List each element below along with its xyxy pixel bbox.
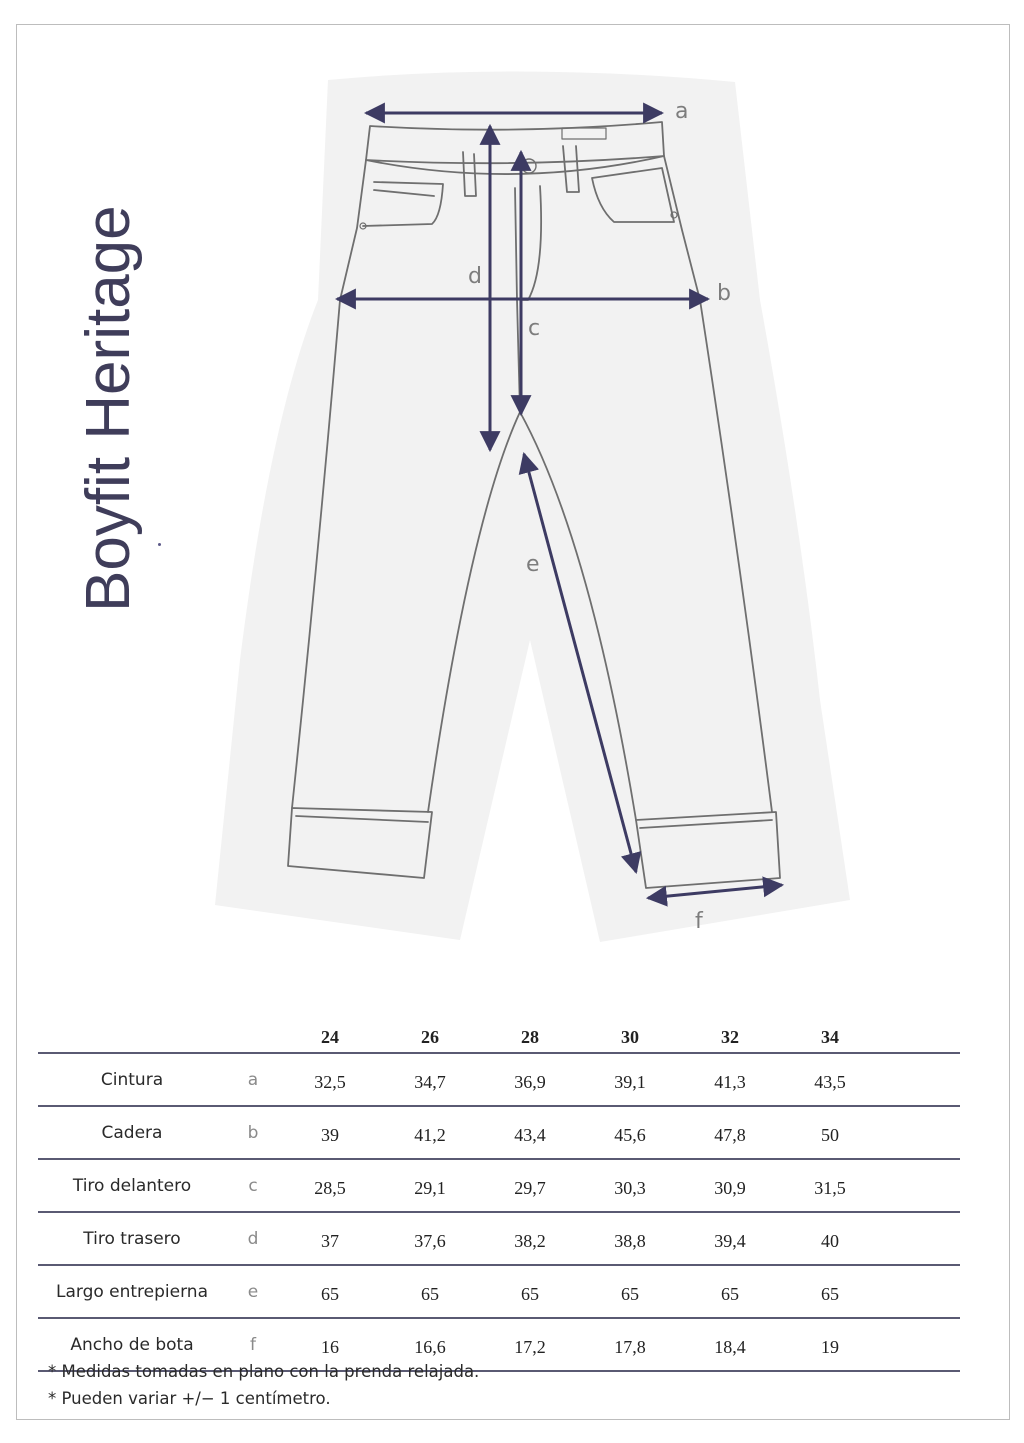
- footnotes: [48, 1358, 479, 1412]
- measure-value: 29,1: [380, 1159, 480, 1212]
- measure-value: 65: [480, 1265, 580, 1318]
- measure-value: 41,3: [680, 1053, 780, 1106]
- measure-value: 16,6: [380, 1318, 480, 1371]
- size-header: 32: [680, 1016, 780, 1053]
- footnote: * Medidas tomadas en plano con la prenda relajada.: [48, 1362, 480, 1381]
- measure-value: 65: [280, 1265, 380, 1318]
- measure-name: Tiro delantero: [38, 1159, 226, 1212]
- size-header: 34: [780, 1016, 880, 1053]
- measure-value: 37,6: [380, 1212, 480, 1265]
- measure-value: 40: [780, 1212, 880, 1265]
- product-title: Boyfit Heritage: [74, 205, 143, 612]
- measure-value: 47,8: [680, 1106, 780, 1159]
- background-blob: [215, 71, 850, 942]
- measure-name: Cintura: [38, 1053, 226, 1106]
- size-header: 28: [480, 1016, 580, 1053]
- measure-value: 19: [780, 1318, 880, 1371]
- measure-letter: d: [226, 1212, 280, 1265]
- measure-letter: b: [226, 1106, 280, 1159]
- measure-value: 43,4: [480, 1106, 580, 1159]
- measure-value: 45,6: [580, 1106, 680, 1159]
- measure-value: 32,5: [280, 1053, 380, 1106]
- label-c: c: [528, 316, 541, 341]
- measure-letter: c: [226, 1159, 280, 1212]
- measure-value: 17,2: [480, 1318, 580, 1371]
- table-row: [38, 1212, 960, 1265]
- measure-value: 34,7: [380, 1053, 480, 1106]
- table-row: [38, 1159, 960, 1212]
- size-header: 24: [280, 1016, 380, 1053]
- measure-value: 41,2: [380, 1106, 480, 1159]
- measure-value: 31,5: [780, 1159, 880, 1212]
- measure-value: 30,3: [580, 1159, 680, 1212]
- measure-value: 16: [280, 1318, 380, 1371]
- size-header: 30: [580, 1016, 680, 1053]
- label-e: e: [526, 552, 540, 577]
- measure-value: 17,8: [580, 1318, 680, 1371]
- table-row: [38, 1053, 960, 1106]
- label-a: a: [675, 99, 689, 124]
- measure-value: 36,9: [480, 1053, 580, 1106]
- measure-letter: a: [226, 1053, 280, 1106]
- footnote: * Pueden variar +/− 1 centímetro.: [48, 1389, 331, 1408]
- measure-value: 65: [780, 1265, 880, 1318]
- measure-value: 39: [280, 1106, 380, 1159]
- table-row: [38, 1106, 960, 1159]
- size-table: [38, 1016, 960, 1372]
- measure-value: 38,2: [480, 1212, 580, 1265]
- measure-value: 38,8: [580, 1212, 680, 1265]
- measure-value: 30,9: [680, 1159, 780, 1212]
- measure-value: 65: [580, 1265, 680, 1318]
- measure-value: 18,4: [680, 1318, 780, 1371]
- measure-name: Largo entrepierna: [38, 1265, 226, 1318]
- label-f: f: [695, 909, 703, 934]
- size-header-row: [38, 1016, 960, 1053]
- measure-value: 65: [680, 1265, 780, 1318]
- measure-value: 37: [280, 1212, 380, 1265]
- measure-value: 39,1: [580, 1053, 680, 1106]
- measure-letter: e: [226, 1265, 280, 1318]
- measure-value: 39,4: [680, 1212, 780, 1265]
- measure-value: 43,5: [780, 1053, 880, 1106]
- measure-name: Cadera: [38, 1106, 226, 1159]
- measure-value: 65: [380, 1265, 480, 1318]
- measure-name: Ancho de bota: [38, 1318, 226, 1371]
- measure-value: 29,7: [480, 1159, 580, 1212]
- label-b: b: [717, 281, 731, 306]
- measure-letter: f: [226, 1318, 280, 1371]
- measure-value: 28,5: [280, 1159, 380, 1212]
- measure-name: Tiro trasero: [38, 1212, 226, 1265]
- measure-value: 50: [780, 1106, 880, 1159]
- label-d: d: [468, 264, 482, 289]
- size-header: 26: [380, 1016, 480, 1053]
- table-row: [38, 1265, 960, 1318]
